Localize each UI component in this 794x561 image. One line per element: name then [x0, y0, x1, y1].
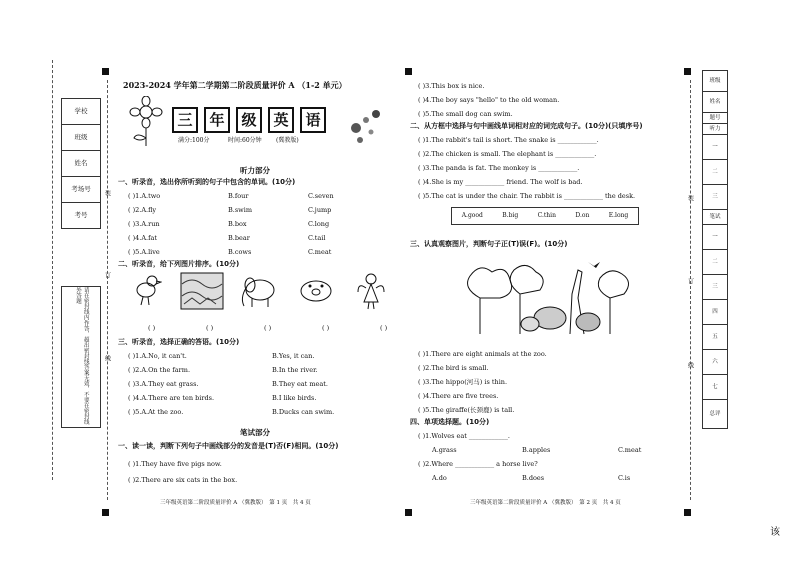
score-cell: 二: [703, 250, 727, 275]
title-char: 级: [236, 107, 262, 133]
scene-picture: [180, 272, 224, 310]
score-cell: 二: [703, 160, 727, 185]
order-blank[interactable]: ( ): [148, 324, 156, 332]
score-cell: 题号: [703, 113, 727, 124]
table-row: ( )1.A.two B.four C.seven: [128, 192, 334, 200]
table-row: ( )4.A.There are ten birds. B.I like birds.: [128, 394, 317, 402]
score-cell: 一: [703, 225, 727, 250]
order-blanks: [148, 324, 438, 332]
table-row: ( )3.This box is nice.: [418, 82, 485, 90]
order-blank[interactable]: ( ): [322, 324, 330, 332]
table-row: ( )3.The panda is fat. The monkey is ____________.: [418, 164, 580, 172]
table-row: A.grass B.apples C.meat: [432, 446, 642, 454]
notice-text: 请在密封线内作答，超出密封线答案无效，不要在密封线外答题: [75, 287, 89, 425]
binding-line: [690, 80, 691, 500]
table-row: ( )3.The hippo(河马) is thin.: [418, 378, 508, 386]
binding-mark: 订: [686, 278, 694, 284]
info-name: 姓名: [62, 151, 100, 177]
edition: (冀教版): [276, 137, 299, 144]
w4-title: 四、单项选择题。(10分): [410, 418, 490, 426]
score-cell: 一: [703, 135, 727, 160]
info-class: 班级: [62, 125, 100, 151]
score-cell: 五: [703, 325, 727, 350]
table-row: A.do B.does C.is: [432, 474, 631, 482]
binding-mark: 线: [686, 362, 694, 368]
flower-icon: [128, 96, 164, 148]
table-row: ( )1.There are eight animals at the zoo.: [418, 350, 547, 358]
table-row: ( )5.The small dog can swim.: [418, 110, 513, 118]
dots-decoration: [346, 108, 386, 148]
corner-mark: [684, 68, 691, 75]
info-school: 学校: [62, 99, 100, 125]
student-info-box: [61, 98, 101, 229]
title-char: 英: [268, 107, 294, 133]
table-row: ( )1.A.No, it can't. B.Yes, it can.: [128, 352, 315, 360]
writing-heading: 笔试部分: [240, 428, 270, 437]
bird-picture: [130, 272, 162, 308]
footer-left: 三年级英语第二阶段质量评价 A （冀教版） 第 1 页 共 4 页: [160, 500, 311, 506]
score-cell: 听力: [703, 124, 727, 135]
corner-mark: [684, 509, 691, 516]
table-row: ( )5.The giraffe(长颈鹿) is tall.: [418, 406, 515, 414]
score-cell: 笔试: [703, 210, 727, 225]
table-row: ( )4.She is my ____________ friend. The wolf is bad.: [418, 178, 583, 186]
corner-mark: [102, 68, 109, 75]
exam-year-title: 2023-2024 学年第二学期第二阶段质量评价 A （1-2 单元）: [123, 80, 347, 90]
elephant-picture: [238, 274, 280, 308]
title-char: 三: [172, 107, 198, 133]
table-row: ( )4.The boy says "hello" to the old woman.: [418, 96, 560, 104]
table-row: ( )3.A.run B.box C.long: [128, 220, 330, 228]
table-row: ( )5.The cat is under the chair. The rabbit is ____________ the desk.: [418, 192, 636, 200]
listening-heading: 听力部分: [240, 166, 270, 175]
binding-line: [52, 60, 53, 480]
score-cell: 三: [703, 275, 727, 300]
order-blank[interactable]: ( ): [264, 324, 272, 332]
table-row: ( )5.A.live B.cows C.meat: [128, 248, 332, 256]
part2-title: 二、听录音，给下列图片排序。(10分): [118, 260, 240, 268]
part1-title: 一、听录音，选出你所听到的句子中包含的单词。(10分): [118, 178, 296, 186]
table-row: ( )2.The bird is small.: [418, 364, 489, 372]
table-row: ( )1.They have five pigs now.: [128, 460, 222, 468]
order-blank[interactable]: ( ): [380, 324, 388, 332]
notice-box: [61, 286, 101, 428]
table-row: ( )4.There are five trees.: [418, 392, 499, 400]
binding-mark: 装: [103, 190, 111, 196]
fairy-picture: [356, 272, 386, 310]
score-cell: 三: [703, 185, 727, 210]
table-row: ( )1.The rabbit's tail is short. The snake is ____________.: [418, 136, 599, 144]
exam-time: 时间:60分钟: [228, 137, 262, 144]
table-row: ( )2.There are six cats in the box.: [128, 476, 238, 484]
score-cell: 姓名: [703, 92, 727, 113]
info-room: 考场号: [62, 177, 100, 203]
corner-mark: [102, 509, 109, 516]
binding-mark: 装: [686, 195, 694, 201]
table-row: ( )4.A.fat B.bear C.tail: [128, 234, 326, 242]
score-cell: 班级: [703, 71, 727, 92]
table-row: ( )2.The chicken is small. The elephant is ____________.: [418, 150, 597, 158]
table-row: ( )3.A.They eat grass. B.They eat meat.: [128, 380, 328, 388]
corner-text: 该: [770, 527, 780, 538]
full-marks: 满分:100分: [178, 137, 210, 144]
score-cell: 七: [703, 375, 727, 400]
table-row: ( )2.A.On the farm. B.In the river.: [128, 366, 318, 374]
corner-mark: [405, 68, 412, 75]
word-options-box: [451, 207, 639, 225]
table-row: ( )2.Where ____________ a horse live?: [418, 460, 538, 468]
title-char: 语: [300, 107, 326, 133]
score-column: [702, 70, 728, 429]
option: E.long: [608, 212, 629, 220]
info-number: 考号: [74, 211, 88, 220]
footer-right: 三年级英语第二阶段质量评价 A （冀教版） 第 2 页 共 4 页: [470, 500, 621, 506]
binding-mark: 订: [103, 272, 111, 278]
option: A.good: [461, 212, 483, 220]
option: D.on: [575, 212, 590, 220]
score-cell: 总评: [709, 410, 721, 417]
score-cell: 四: [703, 300, 727, 325]
pig-picture: [296, 276, 336, 306]
title-char: 年: [204, 107, 230, 133]
w3-title: 三、认真观察图片，判断句子正(T)误(F)。(10分): [410, 240, 568, 248]
w2-title: 二、从方框中选择与句中画线单词相对应的词完成句子。(10分)(只填序号): [410, 122, 643, 130]
option: C.thin: [537, 212, 556, 220]
table-row: ( )2.A.fly B.swim C.jump: [128, 206, 332, 214]
subject-title: [172, 107, 326, 133]
table-row: ( )1.Wolves eat ____________.: [418, 432, 510, 440]
option: B.big: [502, 212, 519, 220]
w1-title: 一、读一读，判断下列句子中画线部分的发音是(T)否(F)相同。(10分): [118, 442, 339, 450]
corner-mark: [405, 509, 412, 516]
binding-mark: 线: [103, 355, 111, 361]
part3-title: 三、听录音，选择正确的答语。(10分): [118, 338, 240, 346]
order-blank[interactable]: ( ): [206, 324, 214, 332]
score-cell: 六: [703, 350, 727, 375]
zoo-picture: [460, 254, 640, 338]
binding-line: [107, 80, 108, 500]
table-row: ( )5.A.At the zoo. B.Ducks can swim.: [128, 408, 335, 416]
